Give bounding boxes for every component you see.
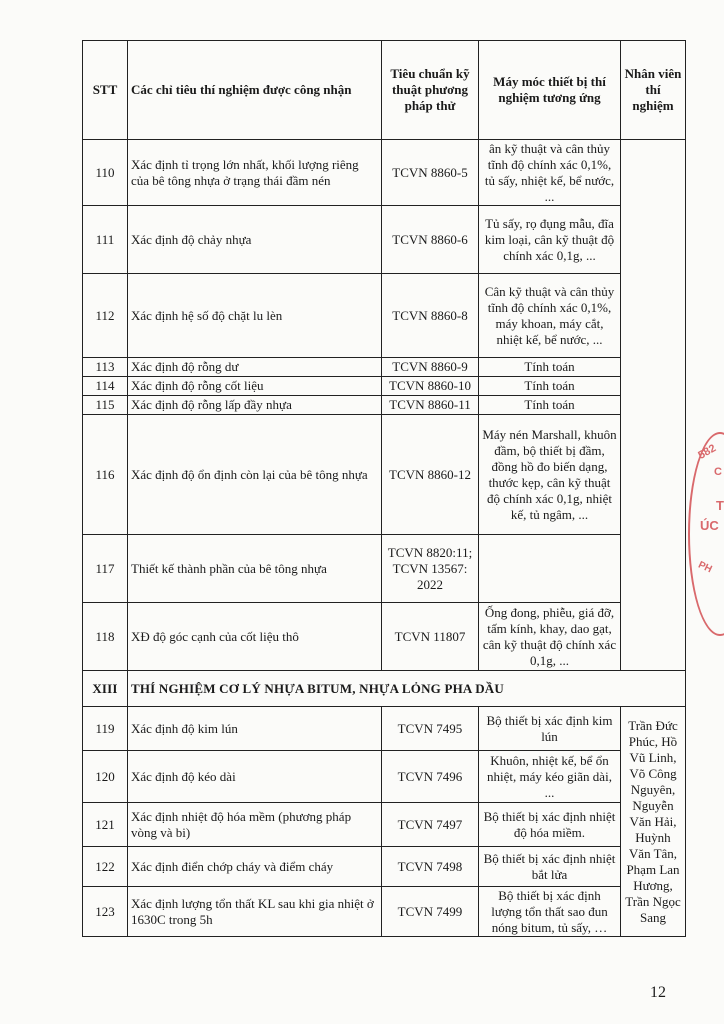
row-equipment: Cân kỹ thuật và cân thủy tĩnh độ chính xác 0,1%, máy khoan, máy cắt, nhiệt kế, bể nước, ... — [479, 274, 621, 358]
table-row — [83, 751, 686, 803]
table-row — [83, 535, 686, 603]
stamp-text: PH — [696, 559, 714, 576]
row-equipment: Tủ sấy, rọ đụng mẫu, đĩa kim loại, cân kỹ thuật độ chính xác 0,1g, ... — [479, 206, 621, 274]
row-stt: 121 — [83, 803, 128, 847]
row-criteria: Xác định điển chớp cháy và điểm cháy — [128, 847, 382, 887]
table-row — [83, 358, 686, 377]
row-standard: TCVN 7495 — [382, 707, 479, 751]
row-criteria: XĐ độ góc cạnh của cốt liệu thô — [128, 603, 382, 671]
stamp-text: ÚC — [700, 518, 719, 533]
row-standard: TCVN 8860-6 — [382, 206, 479, 274]
row-equipment — [479, 535, 621, 603]
table-row — [83, 603, 686, 671]
row-standard: TCVN 8820:11; TCVN 13567: 2022 — [382, 535, 479, 603]
header-stt: STT — [83, 41, 128, 140]
row-equipment: Khuôn, nhiệt kế, bể ổn nhiệt, máy kéo giãn dài, ... — [479, 751, 621, 803]
row-criteria: Xác định lượng tổn thất KL sau khi gia nhiệt ở 1630C trong 5h — [128, 887, 382, 937]
header-equipment: Máy móc thiết bị thí nghiệm tương ứng — [479, 41, 621, 140]
row-criteria: Xác định độ ổn định còn lại của bê tông nhựa — [128, 415, 382, 535]
row-criteria: Xác định độ kim lún — [128, 707, 382, 751]
table-row — [83, 140, 686, 206]
section-number: XIII — [83, 671, 128, 707]
table-row — [83, 206, 686, 274]
row-standard: TCVN 7497 — [382, 803, 479, 847]
page-number: 12 — [650, 984, 666, 1001]
row-standard: TCVN 8860-5 — [382, 140, 479, 206]
row-stt: 119 — [83, 707, 128, 751]
stamp-seal — [688, 432, 724, 636]
row-equipment: Bộ thiết bị xác định nhiệt độ hóa miềm. — [479, 803, 621, 847]
row-equipment: Ống đong, phiễu, giá đỡ, tấm kính, khay, dao gạt, cân kỹ thuật độ chính xác 0,1g, ... — [479, 603, 621, 671]
row-equipment: ân kỹ thuật và cân thủy tĩnh độ chính xác 0,1%, tủ sấy, nhiệt kế, bể nước, ... — [479, 140, 621, 206]
row-criteria: Xác định độ chảy nhựa — [128, 206, 382, 274]
row-equipment: Máy nén Marshall, khuôn đầm, bộ thiết bị đầm, đồng hồ đo biến dạng, thước kẹp, cân kỹ thuật độ chính xác 0,1g, nhiệt kế, tủ ngâm, ... — [479, 415, 621, 535]
row-stt: 110 — [83, 140, 128, 206]
table-row — [83, 887, 686, 937]
row-standard: TCVN 8860-12 — [382, 415, 479, 535]
row-stt: 123 — [83, 887, 128, 937]
row-standard: TCVN 7498 — [382, 847, 479, 887]
row-criteria: Xác định độ kéo dài — [128, 751, 382, 803]
header-staff: Nhân viên thí nghiệm — [621, 41, 686, 140]
row-stt: 111 — [83, 206, 128, 274]
row-standard: TCVN 8860-10 — [382, 377, 479, 396]
row-stt: 116 — [83, 415, 128, 535]
row-stt: 118 — [83, 603, 128, 671]
section-row — [83, 671, 686, 707]
row-stt: 113 — [83, 358, 128, 377]
table-row — [83, 377, 686, 396]
row-equipment: Tính toán — [479, 358, 621, 377]
row-standard: TCVN 7496 — [382, 751, 479, 803]
row-criteria: Thiết kế thành phần của bê tông nhựa — [128, 535, 382, 603]
row-criteria: Xác định độ rỗng dư — [128, 358, 382, 377]
row-criteria: Xác định độ rỗng cốt liệu — [128, 377, 382, 396]
table-row — [83, 415, 686, 535]
row-criteria: Xác định hệ số độ chặt lu lèn — [128, 274, 382, 358]
header-standard: Tiêu chuẩn kỹ thuật phương pháp thử — [382, 41, 479, 140]
row-equipment: Tính toán — [479, 377, 621, 396]
row-equipment: Tính toán — [479, 396, 621, 415]
stamp-text: T — [716, 498, 724, 513]
table-row — [83, 707, 686, 751]
staff-cell-a — [621, 140, 686, 671]
stamp-text: 582 — [696, 442, 719, 462]
table-row — [83, 847, 686, 887]
section-title: THÍ NGHIỆM CƠ LÝ NHỰA BITUM, NHỰA LỎNG PHA DẦU — [128, 671, 686, 707]
table-header-row — [83, 41, 686, 140]
row-equipment: Bộ thiết bị xác định nhiệt bắt lửa — [479, 847, 621, 887]
row-equipment: Bộ thiết bị xác định lượng tổn thất sao đun nóng bitum, tủ sấy, … — [479, 887, 621, 937]
row-standard: TCVN 11807 — [382, 603, 479, 671]
row-criteria: Xác định tỉ trọng lớn nhất, khối lượng riêng của bê tông nhựa ở trạng thái đầm nén — [128, 140, 382, 206]
stamp-text: C — [714, 466, 722, 478]
staff-names: Trần Đức Phúc, Hồ Vũ Linh, Võ Công Nguyên, Nguyễn Văn Hải, Huỳnh Văn Tân, Phạm Lan Hương, Trần Ngọc Sang — [621, 707, 686, 937]
row-stt: 115 — [83, 396, 128, 415]
row-stt: 114 — [83, 377, 128, 396]
row-stt: 122 — [83, 847, 128, 887]
table-row — [83, 803, 686, 847]
row-stt: 120 — [83, 751, 128, 803]
row-standard: TCVN 7499 — [382, 887, 479, 937]
row-standard: TCVN 8860-11 — [382, 396, 479, 415]
test-table — [82, 40, 686, 937]
row-standard: TCVN 8860-8 — [382, 274, 479, 358]
row-equipment: Bộ thiết bị xác định kim lún — [479, 707, 621, 751]
table-row — [83, 396, 686, 415]
row-stt: 112 — [83, 274, 128, 358]
row-stt: 117 — [83, 535, 128, 603]
header-criteria: Các chỉ tiêu thí nghiệm được công nhận — [128, 41, 382, 140]
row-standard: TCVN 8860-9 — [382, 358, 479, 377]
table-row — [83, 274, 686, 358]
row-criteria: Xác định độ rỗng lấp đầy nhựa — [128, 396, 382, 415]
row-criteria: Xác định nhiệt độ hóa mềm (phương pháp vòng và bi) — [128, 803, 382, 847]
